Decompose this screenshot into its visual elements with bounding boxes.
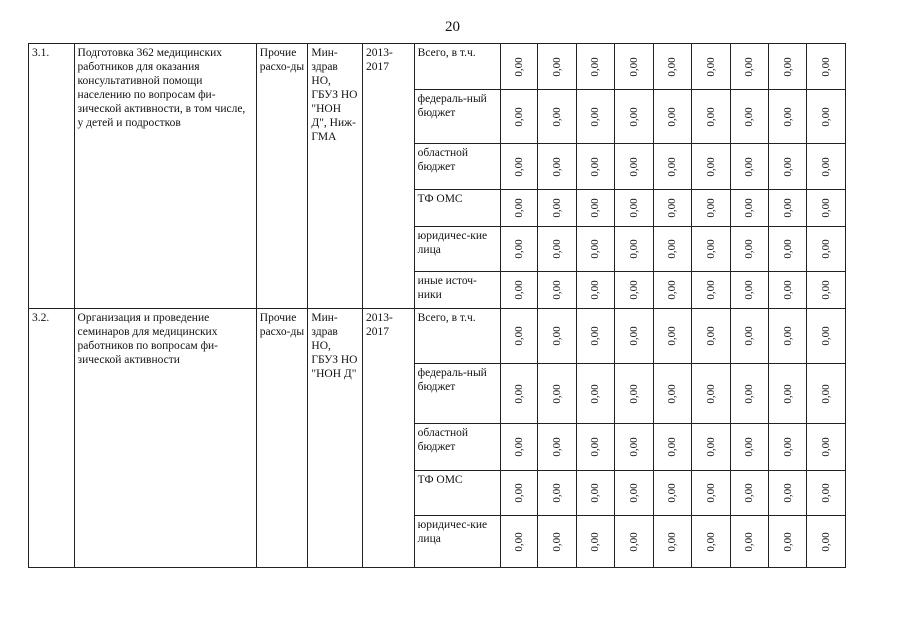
- value-text: 0,00: [820, 156, 833, 177]
- value-cell: [768, 90, 806, 144]
- value-text: 0,00: [743, 437, 756, 457]
- value-cell: [807, 90, 846, 144]
- value-text: 0,00: [550, 483, 563, 503]
- value-cell: [653, 364, 691, 424]
- value-text: 0,00: [704, 239, 717, 259]
- value-text: 0,00: [704, 383, 717, 404]
- funding-source: ТФ ОМС: [414, 471, 500, 516]
- value-cell: [576, 90, 614, 144]
- value-text: 0,00: [512, 531, 525, 552]
- table-row: [29, 309, 846, 364]
- funding-source: Всего, в т.ч.: [414, 309, 500, 364]
- value-text: 0,00: [781, 156, 794, 177]
- executor: Мин-здрав НО, ГБУЗ НО "НОН Д": [308, 309, 363, 568]
- value-cell: [730, 227, 768, 272]
- value-text: 0,00: [589, 383, 602, 404]
- value-text: 0,00: [512, 56, 525, 77]
- funding-source: юридичес-кие лица: [414, 227, 500, 272]
- page-number: 20: [445, 19, 460, 35]
- value-cell: [538, 227, 576, 272]
- value-text: 0,00: [704, 326, 717, 346]
- value-text: 0,00: [627, 56, 640, 77]
- value-cell: [653, 272, 691, 309]
- value-text: 0,00: [512, 156, 525, 177]
- value-cell: [807, 190, 846, 227]
- value-cell: [500, 272, 537, 309]
- value-cell: [615, 471, 653, 516]
- value-text: 0,00: [781, 383, 794, 404]
- value-cell: [538, 272, 576, 309]
- row-number: 3.1.: [29, 44, 75, 309]
- value-cell: [538, 471, 576, 516]
- value-cell: [576, 424, 614, 471]
- value-text: 0,00: [589, 437, 602, 457]
- value-text: 0,00: [704, 280, 717, 300]
- value-cell: [538, 90, 576, 144]
- value-cell: [807, 516, 846, 568]
- value-cell: [500, 516, 537, 568]
- value-text: 0,00: [589, 531, 602, 552]
- value-cell: [692, 190, 730, 227]
- value-cell: [692, 424, 730, 471]
- value-text: 0,00: [666, 531, 679, 552]
- value-cell: [692, 90, 730, 144]
- value-cell: [768, 424, 806, 471]
- value-text: 0,00: [512, 106, 525, 127]
- value-cell: [576, 144, 614, 190]
- value-text: 0,00: [550, 156, 563, 177]
- expense-category: Прочие расхо-ды: [256, 309, 308, 568]
- value-text: 0,00: [627, 198, 640, 218]
- value-cell: [615, 190, 653, 227]
- value-text: 0,00: [743, 531, 756, 552]
- value-cell: [576, 190, 614, 227]
- funding-source: федераль-ный бюджет: [414, 364, 500, 424]
- value-cell: [653, 90, 691, 144]
- expense-category: Прочие расхо-ды: [256, 44, 308, 309]
- value-cell: [768, 364, 806, 424]
- value-cell: [730, 424, 768, 471]
- value-text: 0,00: [627, 326, 640, 346]
- value-text: 0,00: [550, 326, 563, 346]
- value-cell: [538, 144, 576, 190]
- value-cell: [538, 364, 576, 424]
- value-text: 0,00: [589, 483, 602, 503]
- value-text: 0,00: [627, 483, 640, 503]
- value-cell: [807, 272, 846, 309]
- executor: Мин-здрав НО, ГБУЗ НО "НОН Д", Ниж-ГМА: [308, 44, 363, 309]
- value-cell: [768, 144, 806, 190]
- value-text: 0,00: [820, 106, 833, 127]
- value-cell: [576, 309, 614, 364]
- value-text: 0,00: [627, 156, 640, 177]
- funding-source: юридичес-кие лица: [414, 516, 500, 568]
- activity-description: Подготовка 362 медицинских работников для оказания консультативной помощи населению по вопросам фи-зической активности, в том числе, у детей и подростков: [74, 44, 256, 309]
- value-text: 0,00: [666, 106, 679, 127]
- value-text: 0,00: [550, 106, 563, 127]
- value-cell: [576, 516, 614, 568]
- value-cell: [692, 309, 730, 364]
- value-cell: [692, 516, 730, 568]
- value-text: 0,00: [781, 483, 794, 503]
- value-cell: [730, 190, 768, 227]
- value-cell: [653, 424, 691, 471]
- value-cell: [730, 144, 768, 190]
- funding-source: ТФ ОМС: [414, 190, 500, 227]
- value-text: 0,00: [743, 198, 756, 218]
- value-text: 0,00: [743, 56, 756, 77]
- value-text: 0,00: [704, 156, 717, 177]
- value-text: 0,00: [550, 531, 563, 552]
- value-text: 0,00: [781, 280, 794, 300]
- value-text: 0,00: [550, 383, 563, 404]
- value-text: 0,00: [666, 483, 679, 503]
- value-cell: [576, 272, 614, 309]
- value-cell: [692, 227, 730, 272]
- value-cell: [538, 309, 576, 364]
- value-text: 0,00: [589, 106, 602, 127]
- value-text: 0,00: [820, 198, 833, 218]
- value-cell: [768, 471, 806, 516]
- value-text: 0,00: [781, 106, 794, 127]
- value-cell: [500, 471, 537, 516]
- value-cell: [615, 516, 653, 568]
- value-cell: [692, 471, 730, 516]
- value-text: 0,00: [512, 326, 525, 346]
- value-text: 0,00: [666, 280, 679, 300]
- value-cell: [615, 227, 653, 272]
- value-cell: [768, 309, 806, 364]
- value-text: 0,00: [781, 531, 794, 552]
- value-text: 0,00: [666, 156, 679, 177]
- value-cell: [576, 471, 614, 516]
- value-cell: [692, 44, 730, 90]
- value-cell: [730, 90, 768, 144]
- value-cell: [807, 424, 846, 471]
- value-cell: [653, 190, 691, 227]
- value-text: 0,00: [704, 531, 717, 552]
- value-cell: [576, 227, 614, 272]
- value-text: 0,00: [627, 383, 640, 404]
- value-text: 0,00: [512, 383, 525, 404]
- value-text: 0,00: [589, 239, 602, 259]
- value-cell: [615, 90, 653, 144]
- value-text: 0,00: [743, 280, 756, 300]
- value-text: 0,00: [781, 198, 794, 218]
- value-cell: [768, 272, 806, 309]
- funding-source: областной бюджет: [414, 144, 500, 190]
- funding-source: Всего, в т.ч.: [414, 44, 500, 90]
- value-text: 0,00: [512, 437, 525, 457]
- value-cell: [692, 364, 730, 424]
- value-text: 0,00: [627, 531, 640, 552]
- funding-source: иные источ-ники: [414, 272, 500, 309]
- value-text: 0,00: [820, 326, 833, 346]
- value-cell: [500, 364, 537, 424]
- value-cell: [538, 516, 576, 568]
- value-cell: [730, 516, 768, 568]
- value-cell: [730, 471, 768, 516]
- value-text: 0,00: [627, 437, 640, 457]
- value-text: 0,00: [589, 326, 602, 346]
- value-text: 0,00: [550, 437, 563, 457]
- value-text: 0,00: [704, 106, 717, 127]
- value-cell: [500, 90, 537, 144]
- value-cell: [538, 190, 576, 227]
- value-cell: [653, 44, 691, 90]
- value-cell: [500, 227, 537, 272]
- value-cell: [653, 516, 691, 568]
- program-table: [28, 43, 846, 568]
- value-cell: [500, 424, 537, 471]
- value-text: 0,00: [743, 156, 756, 177]
- value-text: 0,00: [743, 483, 756, 503]
- value-text: 0,00: [704, 483, 717, 503]
- value-text: 0,00: [589, 198, 602, 218]
- value-text: 0,00: [627, 106, 640, 127]
- value-cell: [768, 516, 806, 568]
- value-text: 0,00: [666, 239, 679, 259]
- period: 2013-2017: [363, 44, 415, 309]
- value-text: 0,00: [589, 156, 602, 177]
- value-cell: [538, 424, 576, 471]
- value-text: 0,00: [512, 483, 525, 503]
- value-cell: [653, 309, 691, 364]
- funding-source: федераль-ный бюджет: [414, 90, 500, 144]
- value-text: 0,00: [589, 280, 602, 300]
- value-cell: [500, 190, 537, 227]
- value-cell: [730, 272, 768, 309]
- value-cell: [615, 44, 653, 90]
- value-cell: [807, 364, 846, 424]
- value-text: 0,00: [589, 56, 602, 77]
- value-cell: [768, 227, 806, 272]
- value-cell: [500, 44, 537, 90]
- value-cell: [500, 144, 537, 190]
- value-text: 0,00: [820, 280, 833, 300]
- value-cell: [615, 272, 653, 309]
- value-text: 0,00: [666, 326, 679, 346]
- value-cell: [807, 44, 846, 90]
- value-cell: [653, 227, 691, 272]
- value-text: 0,00: [666, 198, 679, 218]
- value-text: 0,00: [820, 531, 833, 552]
- period: 2013-2017: [363, 309, 415, 568]
- value-text: 0,00: [743, 106, 756, 127]
- value-cell: [615, 424, 653, 471]
- value-cell: [768, 190, 806, 227]
- value-cell: [500, 309, 537, 364]
- value-text: 0,00: [820, 383, 833, 404]
- value-cell: [615, 364, 653, 424]
- value-text: 0,00: [704, 56, 717, 77]
- value-cell: [538, 44, 576, 90]
- value-text: 0,00: [781, 437, 794, 457]
- value-cell: [730, 309, 768, 364]
- value-cell: [692, 144, 730, 190]
- value-text: 0,00: [820, 56, 833, 77]
- value-text: 0,00: [512, 198, 525, 218]
- value-text: 0,00: [820, 239, 833, 259]
- value-text: 0,00: [550, 198, 563, 218]
- value-text: 0,00: [512, 239, 525, 259]
- value-text: 0,00: [704, 198, 717, 218]
- activity-description: Организация и проведение семинаров для медицинских работников по вопросам фи-зической активности: [74, 309, 256, 568]
- value-text: 0,00: [743, 326, 756, 346]
- value-cell: [692, 272, 730, 309]
- value-text: 0,00: [704, 437, 717, 457]
- value-text: 0,00: [666, 437, 679, 457]
- value-cell: [807, 144, 846, 190]
- value-text: 0,00: [550, 280, 563, 300]
- value-cell: [807, 309, 846, 364]
- value-text: 0,00: [550, 239, 563, 259]
- value-cell: [807, 227, 846, 272]
- value-text: 0,00: [627, 280, 640, 300]
- value-text: 0,00: [781, 326, 794, 346]
- value-text: 0,00: [666, 383, 679, 404]
- row-number: 3.2.: [29, 309, 75, 568]
- value-text: 0,00: [627, 239, 640, 259]
- table-row: [29, 44, 846, 90]
- value-cell: [576, 44, 614, 90]
- value-text: 0,00: [820, 437, 833, 457]
- value-text: 0,00: [666, 56, 679, 77]
- value-cell: [730, 364, 768, 424]
- value-text: 0,00: [781, 56, 794, 77]
- value-text: 0,00: [550, 56, 563, 77]
- value-text: 0,00: [743, 239, 756, 259]
- value-cell: [768, 44, 806, 90]
- funding-source: областной бюджет: [414, 424, 500, 471]
- value-text: 0,00: [743, 383, 756, 404]
- value-text: 0,00: [512, 280, 525, 300]
- value-cell: [653, 471, 691, 516]
- value-text: 0,00: [781, 239, 794, 259]
- value-cell: [576, 364, 614, 424]
- value-cell: [615, 144, 653, 190]
- value-cell: [615, 309, 653, 364]
- value-text: 0,00: [820, 483, 833, 503]
- value-cell: [653, 144, 691, 190]
- value-cell: [807, 471, 846, 516]
- value-cell: [730, 44, 768, 90]
